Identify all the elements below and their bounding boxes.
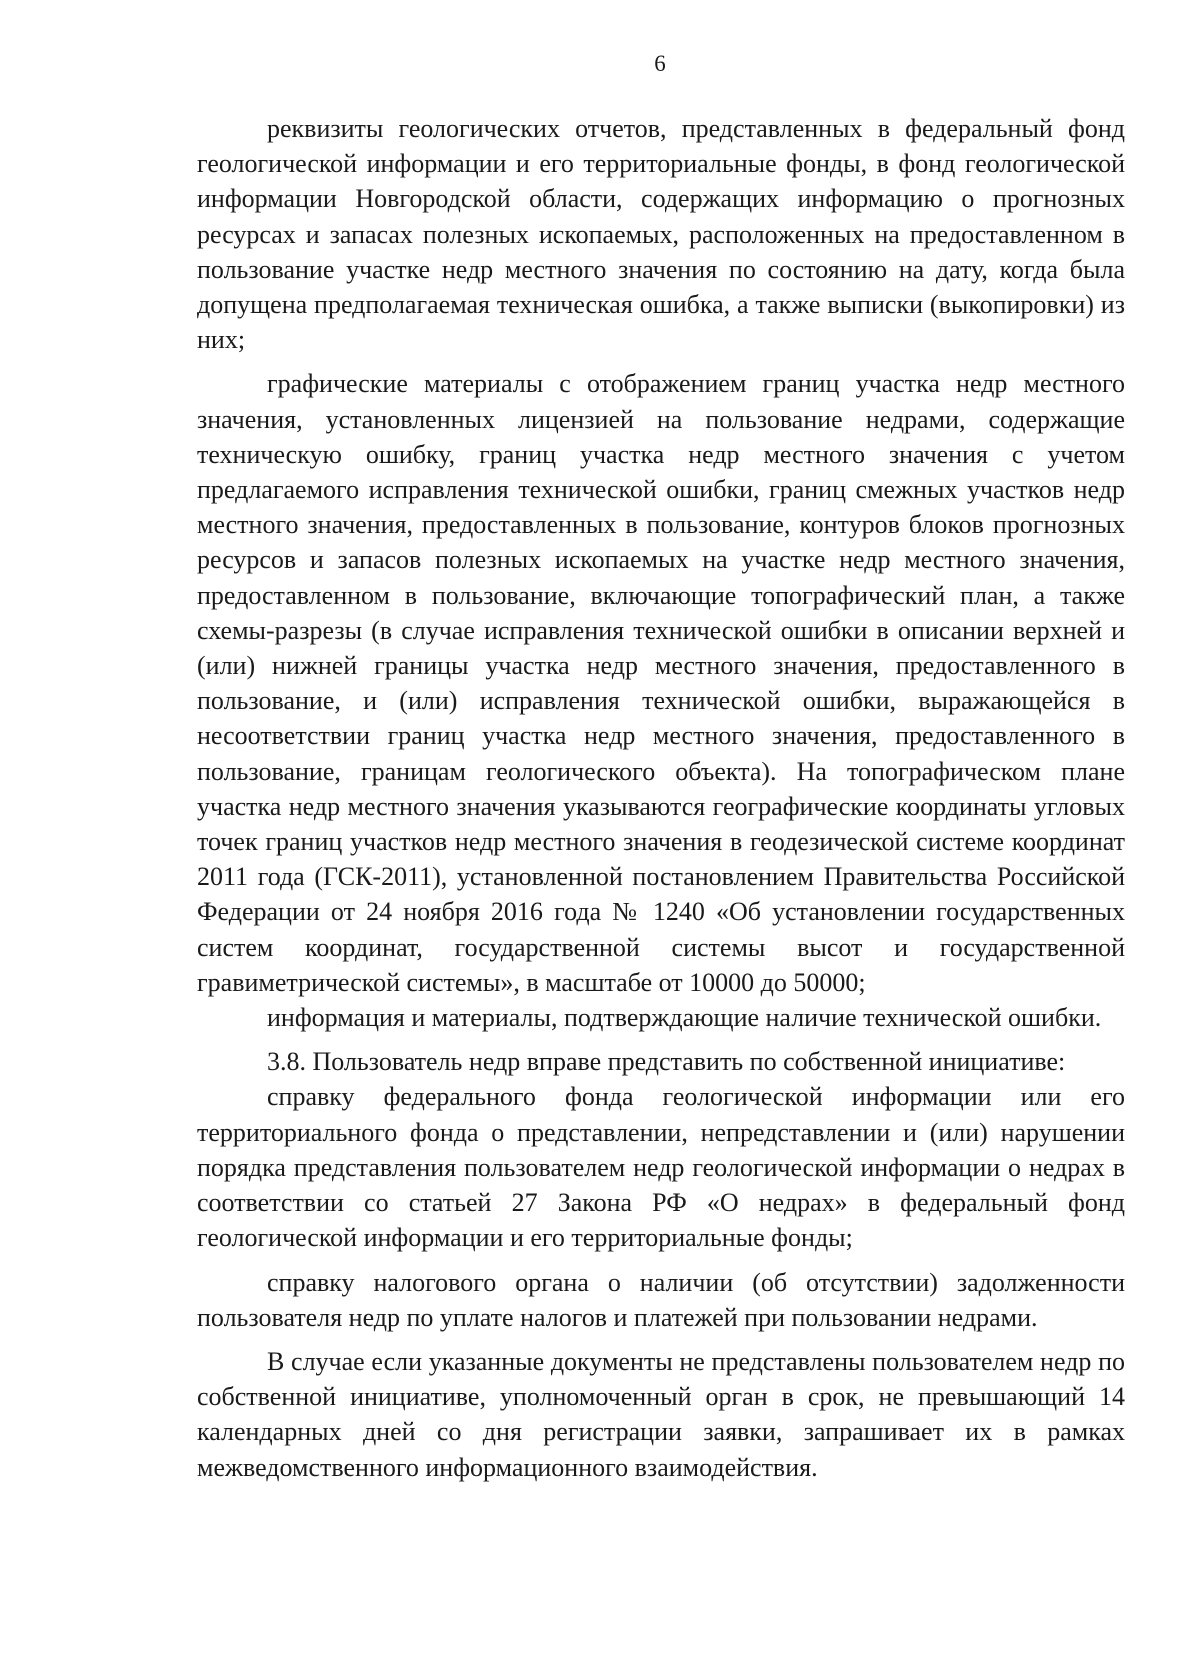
paragraph-fund-certificate: справку федерального фонда геологической информации или его территориального фонда о представлении, непредставлении и (или) нарушении порядка представления пользователем недр геологической информации о недрах в соответствии со статьей 27 Закона РФ «О недрах» в федеральный фонд геологической информации и его территориальные фонды; bbox=[197, 1082, 1125, 1253]
paragraph-geological-reports: реквизиты геологических отчетов, представленных в федеральный фонд геологической информации и его территориальные фонды, в фонд геологической информации Новгородской области, содержащих информацию о прогнозных ресурсах и запасах полезных ископаемых, расположенных на предоставленном в пользование участке недр местного значения по состоянию на дату, когда была допущена предполагаемая техническая ошибка, а также выписки (выкопировки) из них; bbox=[197, 114, 1125, 355]
paragraph-graphic-materials: графические материалы с отображением границ участка недр местного значения, установленных лицензией на пользование недрами, содержащие техническую ошибку, границ участка недр местного значения с учетом предлагаемого исправления технической ошибки, границ смежных участков недр местного значения, предоставленных в пользование, контуров блоков прогнозных ресурсов и запасов полезных ископаемых на участке недр местного значения, предоставленном в пользование, включающие топографический план, а также схемы-разрезы (в случае исправления технической ошибки в описании верхней и (или) нижней границы участка недр местного значения, предоставленного в пользование, и (или) исправления технической ошибки, выражающейся в несоответствии границ участка недр местного значения, предоставленного в пользование, границам геологического объекта). На топографическом плане участка недр местного значения указываются географические координаты угловых точек границ участков недр местного значения в геодезической системе координат 2011 года (ГСК-2011), установленной постановлением Правительства Российской Федерации от 24 ноября 2016 года № 1240 «Об установлении государственных систем координат, государственной системы высот и государственной гравиметрической системы», в масштабе от 10000 до 50000; bbox=[197, 369, 1125, 997]
paragraph-interagency-request: В случае если указанные документы не представлены пользователем недр по собственной инициативе, уполномоченный орган в срок, не превышающий 14 календарных дней со дня регистрации заявки, запрашивает их в рамках межведомственного информационного взаимодействия. bbox=[197, 1346, 1125, 1482]
paragraph-error-evidence: информация и материалы, подтверждающие наличие технической ошибки. bbox=[267, 1003, 1102, 1033]
paragraph-tax-certificate: справку налогового органа о наличии (об отсутствии) задолженности пользователя недр по уплате налогов и платежей при пользовании недрами. bbox=[197, 1267, 1125, 1332]
page-number: 6 bbox=[654, 51, 666, 76]
document-body bbox=[197, 111, 1125, 1485]
paragraph-section-3-8: 3.8. Пользователь недр вправе представить по собственной инициативе: bbox=[267, 1047, 1066, 1077]
